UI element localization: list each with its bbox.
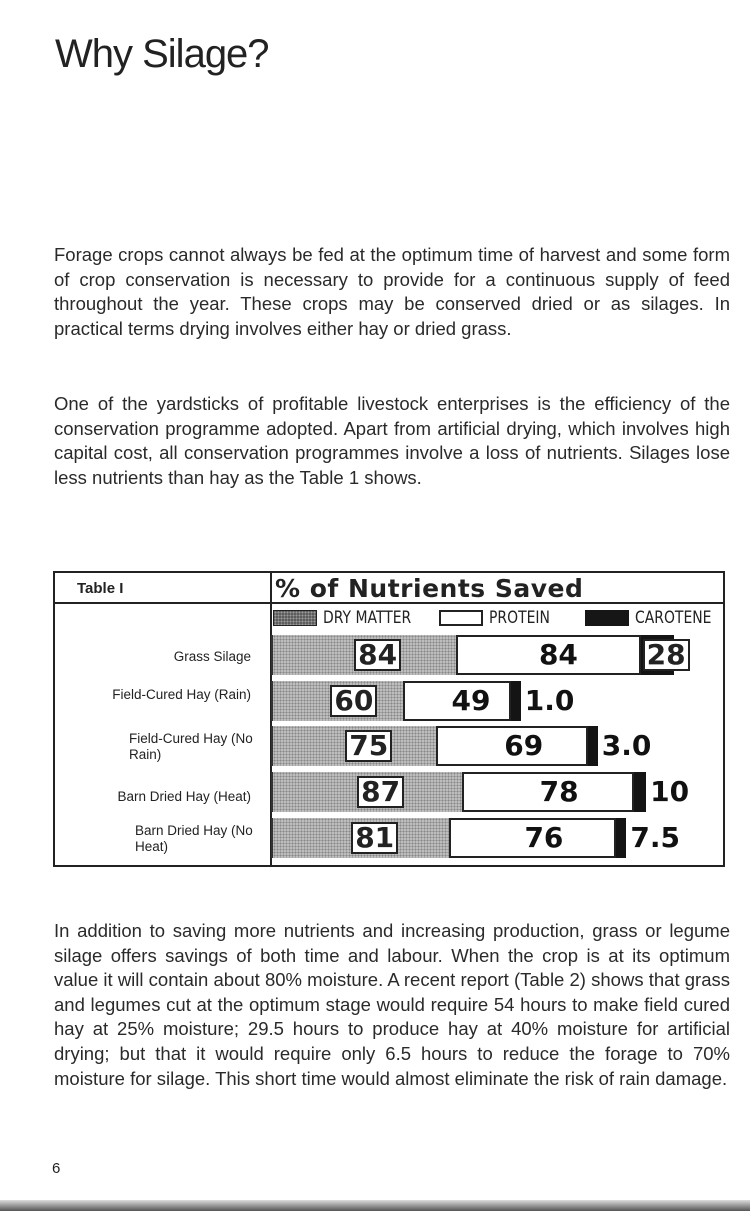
label-dry-matter: 87: [357, 776, 404, 808]
row-label-barn-dried-heat: Barn Dried Hay (Heat): [117, 789, 251, 804]
label-dry-matter: 75: [345, 730, 392, 762]
label-carotene: 1.0: [524, 684, 575, 717]
label-dry-matter: 84: [354, 639, 401, 671]
label-carotene: 10: [650, 775, 690, 808]
label-protein: 84: [538, 638, 578, 671]
legend-protein-label: PROTEIN: [489, 608, 550, 628]
header-divider: [270, 573, 272, 602]
label-dry-matter: 81: [351, 822, 398, 854]
label-carotene: 3.0: [601, 729, 652, 762]
table-header: [55, 573, 723, 604]
row-label-barn-dried-no-heat: Barn Dried Hay (No Heat): [135, 823, 253, 854]
bar-carotene: [634, 772, 646, 812]
label-protein: 76: [524, 821, 564, 854]
row-label-grass-silage: Grass Silage: [173, 649, 251, 664]
bar-carotene: [616, 818, 626, 858]
label-carotene: 7.5: [630, 821, 680, 854]
label-carotene: 28: [643, 639, 690, 671]
legend-carotene-label: CAROTENE: [635, 608, 712, 628]
label-protein: 49: [451, 684, 491, 717]
label-dry-matter: 60: [330, 685, 377, 717]
paragraph-intro: Forage crops cannot always be fed at the optimum time of harvest and some form of crop conservation is necessary to provide for a continuous supply of feed throughout the year. These crops may be conserved dried or as silages. In practical terms drying involves either hay or dried grass.: [54, 244, 730, 339]
nutrients-table: [53, 571, 725, 867]
page-edge: [0, 1200, 750, 1211]
paragraph-yardsticks: One of the yardsticks of profitable livestock enterprises is the efficiency of the conservation programme adopted. Apart from artificial drying, which involves high capital cost, all conservation programmes involve a loss of nutrients. Silages lose less nutrients than hay as the Table 1 shows.: [54, 393, 730, 488]
row-label-field-cured-no-rain: Field-Cured Hay (No Rain): [129, 731, 253, 762]
table-label: Table I: [77, 580, 124, 597]
bar-carotene: [511, 681, 521, 721]
protein-swatch: [439, 610, 483, 626]
row-label-field-cured-rain: Field-Cured Hay (Rain): [112, 687, 251, 702]
legend-dry-matter-label: DRY MATTER: [323, 608, 412, 628]
dry-matter-swatch: [273, 610, 317, 626]
page-title: Why Silage?: [55, 32, 269, 76]
label-protein: 78: [539, 775, 579, 808]
carotene-swatch: [585, 610, 629, 626]
bar-carotene: [588, 726, 598, 766]
paragraph-savings: In addition to saving more nutrients and increasing production, grass or legume silage offers savings of both time and labour. When the crop is at its optimum value it will contain about 80% moisture. A recent report (Table 2) shows that grass and legumes cut at the optimum stage would require 54 hours to make field cured hay at 25% moisture; 29.5 hours to produce hay at 40% moisture for artificial drying; but that it would require only 6.5 hours to reduce the forage to 70% moisture for silage. This short time would almost eliminate the risk of rain damage.: [54, 920, 730, 1089]
label-protein: 69: [504, 729, 544, 762]
page-number: 6: [52, 1160, 61, 1177]
table-title: % of Nutrients Saved: [275, 574, 584, 603]
